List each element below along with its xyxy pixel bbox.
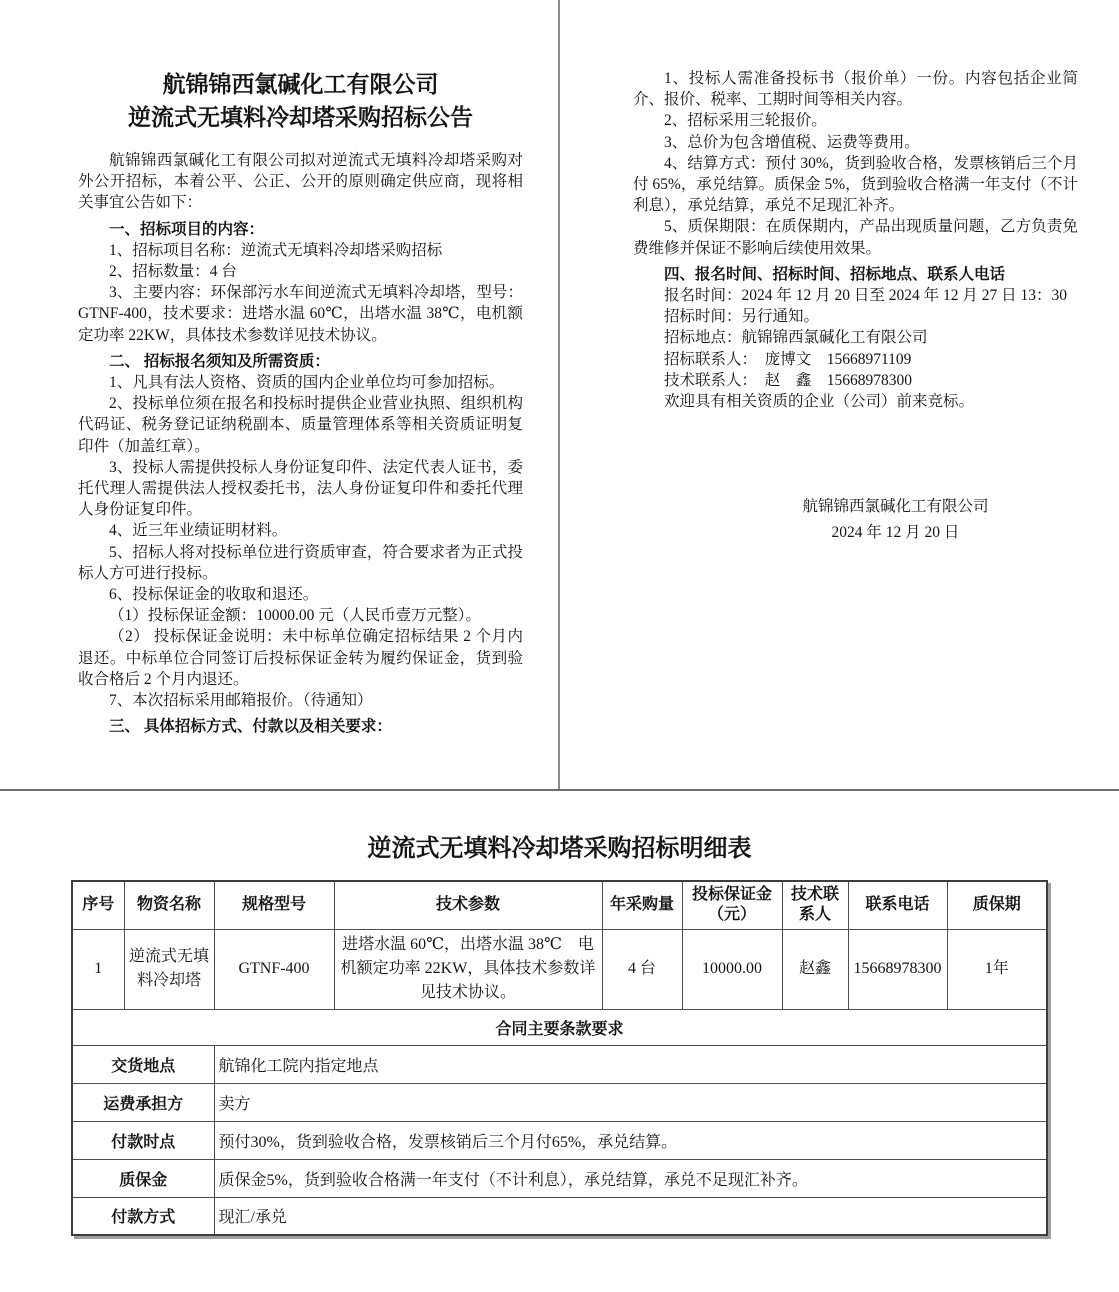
signature-date: 2024 年 12 月 20 日 xyxy=(831,524,960,542)
list-item: 1、投标人需准备投标书（报价单）一份。内容包括企业简介、报价、税率、工期时间等相关内容。 xyxy=(633,70,1078,109)
section3-heading: 三、 具体招标方式、付款以及相关要求： xyxy=(109,718,392,736)
detail-table-title: 逆流式无填料冷却塔采购招标明细表 xyxy=(367,836,752,862)
column-header: 技术联系人 xyxy=(782,881,848,929)
list-item: 5、招标人将对投标单位进行资质审查，符合要求者为正式投标人方可进行投标。 xyxy=(78,543,523,582)
cell-phone: 15668978300 xyxy=(848,929,947,1009)
tech-contact-line: 技术联系人： 赵 鑫 15668978300 xyxy=(664,371,913,389)
intro-paragraph: 航锦锦西氯碱化工有限公司拟对逆流式无填料冷却塔采购对外公开招标，本着公平、公正、公开的原则确定供应商，现将相关事宜公告如下： xyxy=(78,152,523,212)
list-item: 5、质保期限：在质保期内，产品出现质量问题，乙方负责免费维修并保证不影响后续使用效果。 xyxy=(633,218,1078,257)
detail-sheet-section xyxy=(0,792,1119,1236)
detail-table xyxy=(71,880,1048,1236)
section2-heading: 二、 招标报名须知及所需资质： xyxy=(109,352,330,370)
column-header: 联系电话 xyxy=(848,881,947,929)
term-value: 现汇/承兑 xyxy=(214,1197,1047,1235)
column-header: 规格型号 xyxy=(214,881,334,929)
signature-company: 航锦锦西氯碱化工有限公司 xyxy=(802,498,989,516)
list-item: （2） 投标保证金说明：未中标单位确定招标结果 2 个月内退还。中标单位合同签订后投标保证金转为履约保证金，货到验收合格后 2 个月内退还。 xyxy=(78,628,523,688)
term-row-payment-time xyxy=(72,1121,1047,1159)
table-header-row xyxy=(72,881,1047,929)
term-value: 航锦化工院内指定地点 xyxy=(214,1045,1047,1083)
list-item: 3、投标人需提供投标人身份证复印件、法定代表人证书，委托代理人需提供法人授权委托书，法人身份证复印件和委托代理人身份证复印件。 xyxy=(78,458,523,519)
list-item: 2、招标数量：4 台 xyxy=(109,263,237,281)
cell-warranty: 1年 xyxy=(947,929,1047,1009)
term-value: 卖方 xyxy=(214,1083,1047,1121)
term-label: 付款方式 xyxy=(72,1197,214,1235)
term-label: 交货地点 xyxy=(72,1045,214,1083)
column-header: 投标保证金（元） xyxy=(682,881,782,929)
announcement-title xyxy=(78,68,523,134)
cell-tech-contact: 赵鑫 xyxy=(782,929,848,1009)
cell-annual-qty: 4 台 xyxy=(602,929,682,1009)
column-header: 质保期 xyxy=(947,881,1047,929)
term-label: 质保金 xyxy=(72,1159,214,1197)
signature-block xyxy=(633,494,1078,546)
page-gutter-line xyxy=(558,0,560,790)
term-value: 质保金5%，货到验收合格满一年支付（不计利息），承兑结算，承兑不足现汇补齐。 xyxy=(214,1159,1047,1197)
term-label: 运费承担方 xyxy=(72,1083,214,1121)
announcement-left-column xyxy=(78,68,523,737)
term-row-delivery-place xyxy=(72,1045,1047,1083)
cell-seq-no: 1 xyxy=(72,929,124,1009)
list-item: （1）投标保证金额：10000.00 元（人民币壹万元整）。 xyxy=(109,607,482,625)
list-item: 2、投标单位须在报名和投标时提供企业营业执照、组织机构代码证、税务登记证纳税副本、质量管理体系等相关资质证明复印件（加盖红章）。 xyxy=(78,395,523,455)
term-label: 付款时点 xyxy=(72,1121,214,1159)
signup-time-line: 报名时间：2024 年 12 月 20 日至 2024 年 12 月 27 日 13：30 xyxy=(664,287,1068,305)
list-item: 4、结算方式：预付 30%，货到验收合格，发票核销后三个月付 65%，承兑结算。质保金 5%，货到验收合格满一年支付（不计利息），承兑结算，承兑不足现汇补齐。 xyxy=(633,154,1078,215)
table-row xyxy=(72,929,1047,1009)
column-header: 序号 xyxy=(72,881,124,929)
welcome-line: 欢迎具有相关资质的企业（公司）前来竞标。 xyxy=(664,393,975,411)
section4-heading: 四、报名时间、招标时间、招标地点、联系人电话 xyxy=(664,265,1006,283)
term-value: 预付30%，货到验收合格，发票核销后三个月付65%，承兑结算。 xyxy=(214,1121,1047,1159)
list-item: 3、主要内容：环保部污水车间逆流式无填料冷却塔，型号：GTNF-400，技术要求：进塔水温 60℃，出塔水温 38℃，电机额定功率 22KW，具体技术参数详见技术协议。 xyxy=(78,284,523,344)
contract-terms-header: 合同主要条款要求 xyxy=(72,1009,1047,1045)
section1-heading: 一、招标项目的内容： xyxy=(109,220,265,238)
contract-terms-header-row xyxy=(72,1009,1047,1045)
list-item: 4、近三年业绩证明材料。 xyxy=(109,522,288,540)
term-row-payment-method xyxy=(72,1197,1047,1235)
cell-material-name: 逆流式无填料冷却塔 xyxy=(124,929,214,1009)
list-item: 7、本次招标采用邮箱报价。（待通知） xyxy=(109,692,373,710)
announcement-right-column xyxy=(633,68,1078,546)
bid-time-line: 招标时间：另行通知。 xyxy=(664,308,820,326)
list-item: 1、凡具有法人资格、资质的国内企业单位均可参加招标。 xyxy=(109,374,505,392)
cell-bid-deposit: 10000.00 xyxy=(682,929,782,1009)
cell-model: GTNF-400 xyxy=(214,929,334,1009)
list-item: 2、招标采用三轮报价。 xyxy=(664,112,827,130)
list-item: 1、招标项目名称：逆流式无填料冷却塔采购招标 xyxy=(109,241,443,259)
list-item: 3、总价为包含增值税、运费等费用。 xyxy=(664,133,920,151)
cell-tech-params: 进塔水温 60℃，出塔水温 38℃ 电机额定功率 22KW，具体技术参数详见技术协议。 xyxy=(334,929,602,1009)
column-header: 技术参数 xyxy=(334,881,602,929)
title-line-1: 航锦锦西氯碱化工有限公司 xyxy=(162,72,439,97)
term-row-freight-bearer xyxy=(72,1083,1047,1121)
title-line-2: 逆流式无填料冷却塔采购招标公告 xyxy=(128,105,473,130)
page-break-line xyxy=(0,789,1119,791)
list-item: 6、投标保证金的收取和退还。 xyxy=(109,586,319,604)
term-row-quality-deposit xyxy=(72,1159,1047,1197)
column-header: 物资名称 xyxy=(124,881,214,929)
bid-contact-line: 招标联系人： 庞博文 15668971109 xyxy=(664,350,912,368)
column-header: 年采购量 xyxy=(602,881,682,929)
bid-location-line: 招标地点：航锦锦西氯碱化工有限公司 xyxy=(664,329,928,347)
